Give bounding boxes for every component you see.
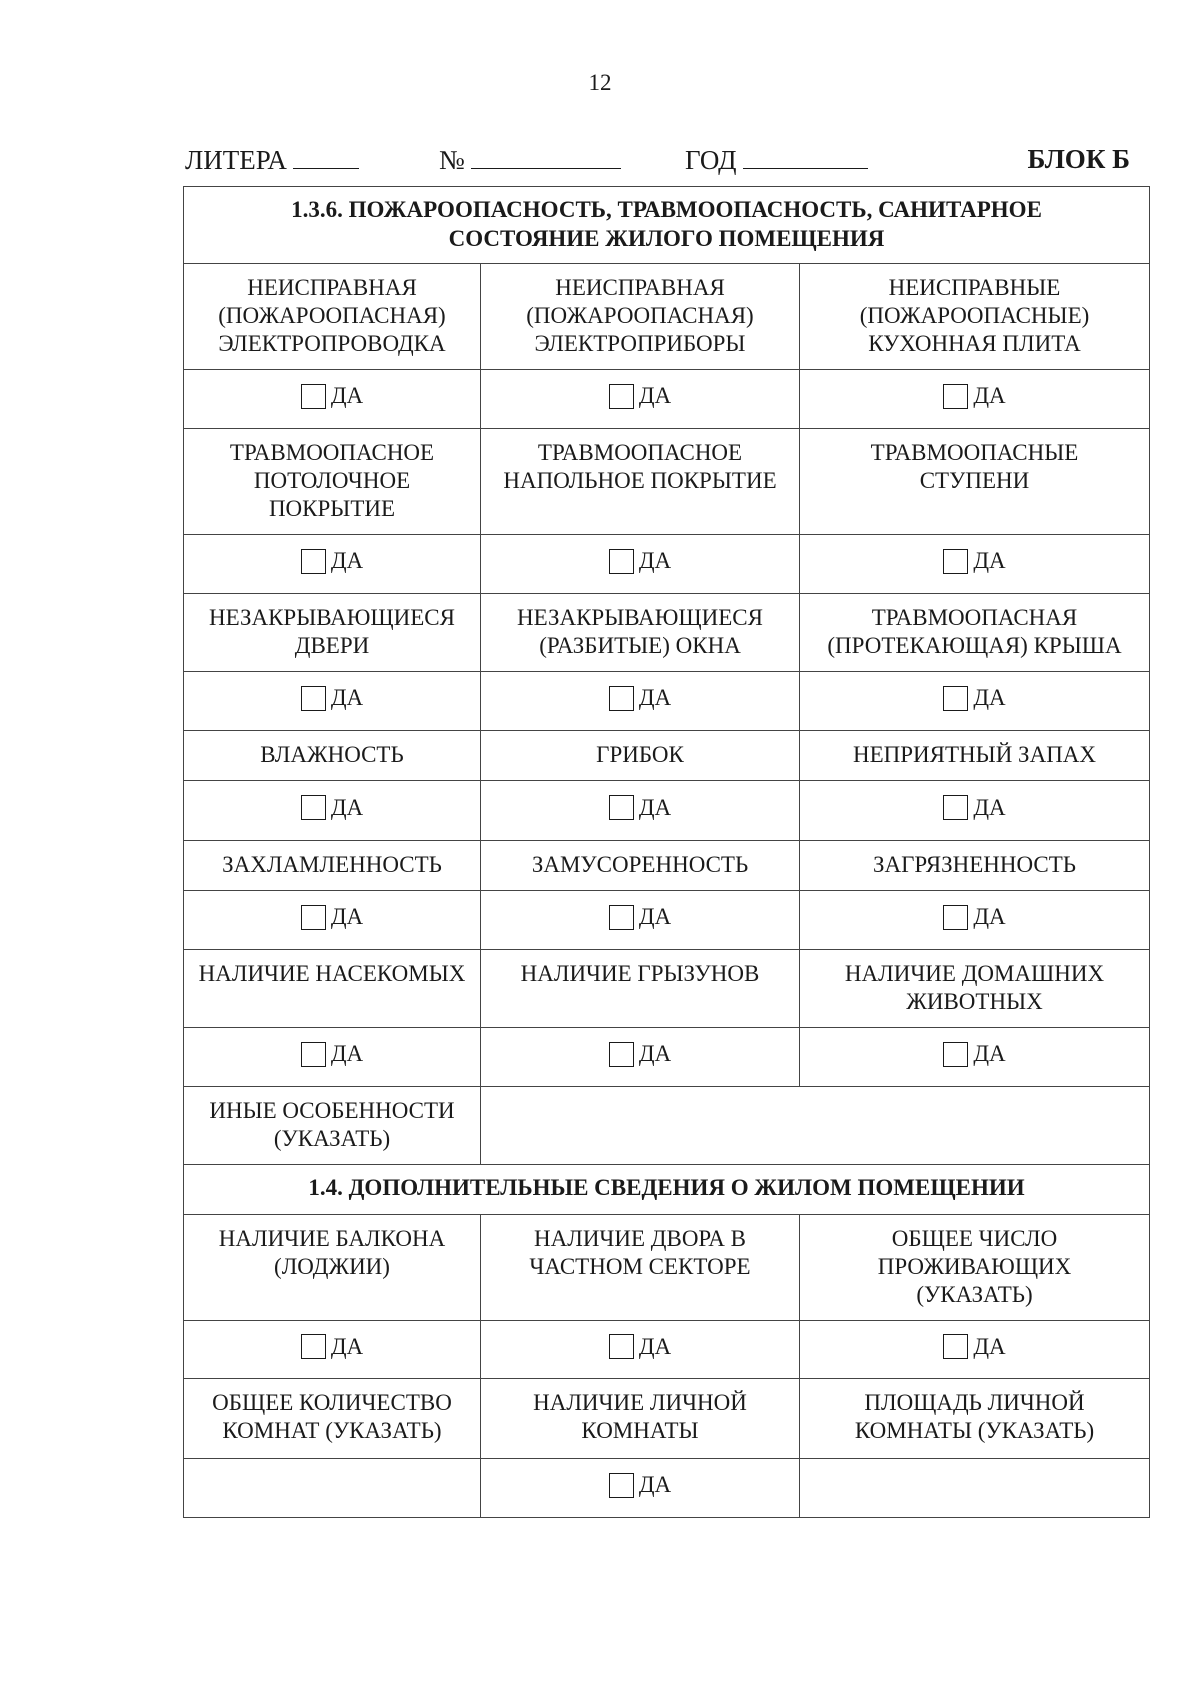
question-label-line: ТРАВМООПАСНАЯ [871, 605, 1078, 630]
question-label-line: (УКАЗАТЬ) [273, 1126, 391, 1151]
checkbox-square-icon[interactable] [301, 384, 326, 409]
litera-label: ЛИТЕРА [185, 145, 287, 175]
checkbox-cell [184, 1028, 481, 1087]
checkbox-square-icon[interactable] [301, 686, 326, 711]
checkbox-square-icon[interactable] [301, 549, 326, 574]
yes-checkbox-option[interactable] [943, 903, 1005, 931]
checkbox-cell [481, 370, 800, 429]
checkbox-square-icon[interactable] [609, 905, 634, 930]
checkbox-cell [481, 672, 800, 731]
question-label-cell [800, 950, 1150, 1028]
section-1-3-6-title [184, 187, 1150, 264]
checkbox-square-icon[interactable] [609, 384, 634, 409]
question-label-cell [481, 950, 800, 1028]
question-label-cell [184, 841, 481, 891]
checkbox-cell [481, 535, 800, 594]
checkbox-row [184, 1321, 1150, 1379]
checkbox-square-icon[interactable] [301, 795, 326, 820]
checkbox-square-icon[interactable] [609, 1473, 634, 1498]
checkbox-cell [481, 891, 800, 950]
checkbox-label: ДА [330, 383, 364, 409]
checkbox-square-icon[interactable] [943, 549, 968, 574]
question-label-line: ОБЩЕЕ КОЛИЧЕСТВО [212, 1390, 452, 1415]
question-label-cell [800, 1379, 1150, 1459]
checkbox-row [184, 1028, 1150, 1087]
section-title-row [184, 187, 1150, 264]
question-label-line: НЕПРИЯТНЫЙ ЗАПАХ [852, 742, 1097, 767]
checkbox-label: ДА [638, 1333, 672, 1359]
checkbox-cell [481, 1028, 800, 1087]
question-label-line: НАЛИЧИЕ ГРЫЗУНОВ [520, 961, 760, 986]
question-label-cell [184, 950, 481, 1028]
question-label-line: ПРОЖИВАЮЩИХ [877, 1254, 1072, 1279]
question-label-line: НАПОЛЬНОЕ ПОКРЫТИЕ [503, 468, 777, 493]
yes-checkbox-option[interactable] [609, 903, 671, 931]
question-label-line: (ПОЖАРООПАСНЫЕ) [859, 303, 1090, 328]
answer-row [184, 1459, 1150, 1518]
housing-form-table [183, 186, 1150, 1518]
checkbox-square-icon[interactable] [301, 905, 326, 930]
checkbox-cell [184, 1321, 481, 1379]
question-label-line: КУХОННАЯ ПЛИТА [868, 331, 1081, 356]
question-label-cell [800, 264, 1150, 370]
question-label-line: КОМНАТЫ (УКАЗАТЬ) [854, 1418, 1095, 1443]
checkbox-label: ДА [638, 548, 672, 574]
checkbox-label: ДА [973, 548, 1006, 574]
question-label-line: НЕЗАКРЫВАЮЩИЕСЯ [209, 605, 455, 630]
section-title-line: СОСТОЯНИЕ ЖИЛОГО ПОМЕЩЕНИЯ [448, 226, 885, 251]
question-label-line: ПОКРЫТИЕ [268, 496, 396, 521]
other-features-input[interactable] [481, 1087, 1150, 1165]
question-row [184, 1215, 1150, 1321]
question-label-line: (ЛОДЖИИ) [274, 1254, 390, 1279]
checkbox-label: ДА [330, 548, 364, 574]
question-label-cell [184, 429, 481, 535]
checkbox-label: ДА [330, 794, 364, 820]
yes-checkbox-option[interactable] [301, 903, 363, 931]
question-label-cell [800, 429, 1150, 535]
checkbox-label: ДА [638, 904, 672, 930]
question-label-line: ЭЛЕКТРОПРОВОДКА [218, 331, 446, 356]
section-1-4-title: 1.4. ДОПОЛНИТЕЛЬНЫЕ СВЕДЕНИЯ О ЖИЛОМ ПОМЕЩЕНИИ [184, 1165, 1150, 1215]
yes-checkbox-option[interactable] [301, 794, 363, 822]
year-input[interactable] [743, 144, 868, 169]
checkbox-cell [481, 781, 800, 841]
question-label-line: НАЛИЧИЕ НАСЕКОМЫХ [198, 961, 466, 986]
question-label-line: ТРАВМООПАСНОЕ [229, 440, 435, 465]
checkbox-cell [800, 370, 1150, 429]
checkbox-cell [481, 1459, 800, 1518]
question-row [184, 594, 1150, 672]
question-label-cell [800, 841, 1150, 891]
checkbox-square-icon[interactable] [609, 549, 634, 574]
question-row [184, 264, 1150, 370]
room-area-input[interactable] [800, 1459, 1150, 1518]
yes-checkbox-option[interactable] [609, 382, 671, 410]
question-label-cell [481, 841, 800, 891]
question-label-cell [481, 429, 800, 535]
yes-checkbox-option[interactable] [943, 684, 1005, 712]
question-row [184, 950, 1150, 1028]
question-label-line: НАЛИЧИЕ БАЛКОНА [218, 1226, 446, 1251]
question-label-line: ЗАХЛАМЛЕННОСТЬ [222, 852, 442, 877]
question-label-line: ЧАСТНОМ СЕКТОРЕ [529, 1254, 751, 1279]
block-label: БЛОК Б [1027, 144, 1130, 174]
question-label-line: ДВЕРИ [294, 633, 370, 658]
checkbox-cell [800, 781, 1150, 841]
question-label-line: ОБЩЕЕ ЧИСЛО [891, 1226, 1058, 1251]
number-input[interactable] [471, 144, 621, 169]
question-label-line: (ПОЖАРООПАСНАЯ) [526, 303, 754, 328]
checkbox-square-icon[interactable] [609, 1334, 634, 1359]
checkbox-cell [800, 891, 1150, 950]
question-label-line: ИНЫЕ ОСОБЕННОСТИ [209, 1098, 455, 1123]
checkbox-row [184, 672, 1150, 731]
question-label-line: ЗАГРЯЗНЕННОСТЬ [872, 852, 1076, 877]
question-label-cell [184, 1379, 481, 1459]
question-label-line: НЕИСПРАВНАЯ [555, 275, 725, 300]
yes-checkbox-option[interactable] [301, 684, 363, 712]
checkbox-label: ДА [638, 1041, 672, 1067]
question-label-cell [481, 1379, 800, 1459]
checkbox-square-icon[interactable] [609, 795, 634, 820]
section-title-line: 1.3.6. ПОЖАРООПАСНОСТЬ, ТРАВМООПАСНОСТЬ, САНИТАРНОЕ [291, 197, 1042, 222]
question-label-cell [481, 594, 800, 672]
checkbox-row [184, 891, 1150, 950]
question-label-line: НАЛИЧИЕ ДОМАШНИХ [844, 961, 1105, 986]
question-label-line: ПОТОЛОЧНОЕ [253, 468, 411, 493]
question-label-line: СТУПЕНИ [919, 468, 1030, 493]
checkbox-label: ДА [973, 383, 1006, 409]
number-field [439, 144, 621, 176]
checkbox-label: ДА [638, 383, 672, 409]
question-label-cell [184, 594, 481, 672]
question-label-cell [800, 1215, 1150, 1321]
checkbox-row [184, 370, 1150, 429]
question-label-cell [184, 1087, 481, 1165]
question-label-cell [184, 264, 481, 370]
section-title-row [184, 1165, 1150, 1215]
checkbox-label: ДА [973, 1041, 1006, 1067]
checkbox-row [184, 781, 1150, 841]
question-label-line: ЖИВОТНЫХ [906, 989, 1043, 1014]
question-label-line: ЭЛЕКТРОПРИБОРЫ [534, 331, 746, 356]
yes-checkbox-option[interactable] [301, 1040, 363, 1068]
checkbox-square-icon[interactable] [301, 1042, 326, 1067]
question-label-line: ВЛАЖНОСТЬ [260, 742, 404, 767]
question-label-cell [800, 594, 1150, 672]
checkbox-label: ДА [330, 1041, 364, 1067]
question-label-line: (ПРОТЕКАЮЩАЯ) КРЫША [827, 633, 1122, 658]
question-label-cell [184, 731, 481, 781]
yes-checkbox-option[interactable] [301, 547, 363, 575]
question-label-line: ТРАВМООПАСНОЕ [537, 440, 743, 465]
question-label-line: ЗАМУСОРЕННОСТЬ [531, 852, 749, 877]
question-label-line: (РАЗБИТЫЕ) ОКНА [539, 633, 741, 658]
litera-input[interactable] [293, 144, 359, 169]
yes-checkbox-option[interactable] [609, 684, 671, 712]
yes-checkbox-option[interactable] [943, 382, 1005, 410]
question-label-cell [800, 731, 1150, 781]
checkbox-square-icon[interactable] [301, 1334, 326, 1359]
checkbox-square-icon[interactable] [943, 1042, 968, 1067]
yes-checkbox-option[interactable] [943, 794, 1005, 822]
checkbox-label: ДА [973, 685, 1006, 711]
yes-checkbox-option[interactable] [301, 1333, 363, 1361]
question-label-line: (УКАЗАТЬ) [916, 1282, 1033, 1307]
checkbox-square-icon[interactable] [943, 905, 968, 930]
yes-checkbox-option[interactable] [943, 1040, 1005, 1068]
question-row [184, 1379, 1150, 1459]
checkbox-square-icon[interactable] [943, 686, 968, 711]
checkbox-square-icon[interactable] [943, 384, 968, 409]
checkbox-label: ДА [973, 904, 1006, 930]
checkbox-cell [800, 672, 1150, 731]
room-count-input[interactable] [184, 1459, 481, 1518]
number-label: № [439, 145, 465, 175]
yes-checkbox-option[interactable] [943, 1333, 1005, 1361]
question-label-line: НЕЗАКРЫВАЮЩИЕСЯ [517, 605, 763, 630]
checkbox-label: ДА [330, 685, 364, 711]
page-number: 12 [588, 70, 612, 95]
yes-checkbox-option[interactable] [609, 1333, 671, 1361]
checkbox-square-icon[interactable] [609, 686, 634, 711]
checkbox-cell [184, 535, 481, 594]
yes-checkbox-option[interactable] [301, 382, 363, 410]
question-label-line: НАЛИЧИЕ ЛИЧНОЙ [533, 1390, 747, 1415]
checkbox-cell [800, 1028, 1150, 1087]
question-label-cell [481, 264, 800, 370]
question-row [184, 731, 1150, 781]
checkbox-cell [800, 1321, 1150, 1379]
yes-checkbox-option[interactable] [609, 1471, 671, 1499]
question-label-line: (ПОЖАРООПАСНАЯ) [218, 303, 446, 328]
question-label-cell [481, 1215, 800, 1321]
question-label-line: НЕИСПРАВНАЯ [247, 275, 417, 300]
checkbox-square-icon[interactable] [943, 795, 968, 820]
question-label-cell [184, 1215, 481, 1321]
checkbox-label: ДА [973, 794, 1006, 820]
checkbox-square-icon[interactable] [609, 1042, 634, 1067]
question-row [184, 429, 1150, 535]
checkbox-label: ДА [330, 904, 364, 930]
question-label-line: ТРАВМООПАСНЫЕ [870, 440, 1079, 465]
checkbox-cell [184, 781, 481, 841]
checkbox-label: ДА [330, 1333, 364, 1359]
checkbox-label: ДА [638, 685, 672, 711]
question-row [184, 841, 1150, 891]
checkbox-square-icon[interactable] [943, 1334, 968, 1359]
checkbox-label: ДА [638, 1472, 672, 1498]
question-label-line: КОМНАТЫ [581, 1418, 699, 1443]
yes-checkbox-option[interactable] [943, 547, 1005, 575]
checkbox-cell [184, 891, 481, 950]
checkbox-cell [481, 1321, 800, 1379]
year-label: ГОД [685, 145, 737, 175]
yes-checkbox-option[interactable] [609, 547, 671, 575]
year-field [685, 144, 868, 176]
litera-field [185, 144, 359, 176]
question-label-line: ГРИБОК [596, 742, 684, 767]
question-label-line: НАЛИЧИЕ ДВОРА В [534, 1226, 746, 1251]
checkbox-cell [184, 672, 481, 731]
yes-checkbox-option[interactable] [609, 794, 671, 822]
question-label-line: ПЛОЩАДЬ ЛИЧНОЙ [864, 1390, 1085, 1415]
checkbox-cell [184, 370, 481, 429]
checkbox-label: ДА [638, 794, 672, 820]
question-label-cell [481, 731, 800, 781]
other-features-row [184, 1087, 1150, 1165]
checkbox-row [184, 535, 1150, 594]
question-label-line: НЕИСПРАВНЫЕ [888, 275, 1061, 300]
question-label-line: КОМНАТ (УКАЗАТЬ) [222, 1418, 442, 1443]
yes-checkbox-option[interactable] [609, 1040, 671, 1068]
form-header [185, 140, 1130, 180]
checkbox-cell [800, 535, 1150, 594]
checkbox-label: ДА [973, 1333, 1006, 1359]
